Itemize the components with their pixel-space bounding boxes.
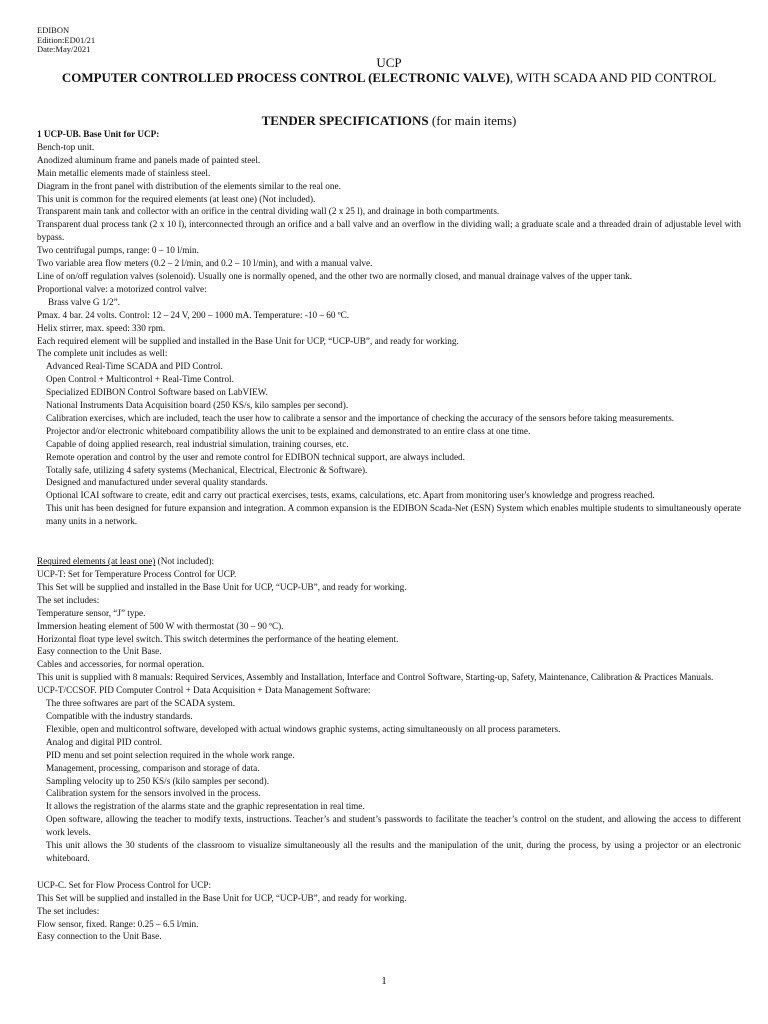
spec-line: UCP-T: Set for Temperature Process Control for UCP. — [37, 569, 237, 579]
spec-line: Temperature sensor, “J” type. — [37, 607, 146, 618]
spec-line: This Set will be supplied and installed in the Base Unit for UCP, “UCP-UB”, and ready for working. — [37, 581, 407, 592]
include-item: Remote operation and control by the user and remote control for EDIBON technical support, are always included. — [46, 451, 465, 462]
spec-line: Cables and accessories, for normal operation. — [37, 659, 205, 670]
spec-line: Pmax. 4 bar. 24 volts. Control: 12 – 24 V, 200 – 1000 mA. Temperature: -10 – 60 ºC. — [37, 309, 350, 320]
document-header — [37, 26, 95, 55]
company-name: EDIBON — [37, 25, 70, 35]
spec-line: The set includes: — [37, 905, 100, 916]
include-item: Totally safe, utilizing 4 safety systems (Mechanical, Electrical, Electronic & Software). — [46, 464, 368, 475]
title-block — [37, 55, 741, 85]
spacer — [37, 528, 741, 555]
include-item: Designed and manufactured under several quality standards. — [46, 477, 268, 488]
software-item: Calibration system for the sensors involved in the process. — [46, 788, 261, 799]
include-item: Specialized EDIBON Control Software based on LabVIEW. — [46, 387, 268, 398]
section-heading-text: 1 UCP-UB. Base Unit for UCP: — [37, 129, 160, 139]
required-heading-underlined: Required elements (at least one) — [37, 556, 156, 567]
spec-line: UCP-T/CCSOF. PID Computer Control + Data Acquisition + Data Management Software: — [37, 685, 371, 696]
include-item: Advanced Real-Time SCADA and PID Control. — [46, 361, 223, 372]
product-code: UCP — [376, 55, 402, 70]
spec-line: This Set will be supplied and installed in the Base Unit for UCP, “UCP-UB”, and ready for working. — [37, 892, 407, 903]
spec-line: Bench-top unit. — [37, 141, 95, 152]
section-heading — [37, 128, 741, 141]
software-item: Sampling velocity up to 250 KS/s (kilo samples per second). — [46, 775, 270, 786]
spec-line: The set includes: — [37, 594, 100, 605]
include-item: Projector and/or electronic whiteboard compatibility allows the unit to be explained and demonstrated to an entire class at one time. — [46, 425, 531, 436]
date-label: Date:May/2021 — [37, 44, 91, 54]
software-item: Compatible with the industry standards. — [46, 710, 193, 721]
spec-line: Transparent dual process tank (2 x 10 l), interconnected through an orifice and a ball valve and an overflow in the dividing wall; a graduate scale and a threaded drain of adjustable level with bypass. — [37, 219, 741, 243]
spec-subline: Brass valve G 1/2”. — [48, 296, 120, 307]
include-item: Calibration exercises, which are included, teach the user how to calibrate a sensor and the importance of checking the accuracy of the sensors before taking measurements. — [46, 412, 675, 423]
include-item: Capable of doing applied research, real industrial simulation, training courses, etc. — [46, 438, 349, 449]
spec-line: Helix stirrer, max. speed: 330 rpm. — [37, 322, 166, 333]
document-body — [37, 128, 741, 943]
spec-line: The complete unit includes as well: — [37, 348, 168, 359]
software-item: Flexible, open and multicontrol software, developed with actual windows graphic systems, acting simultaneously on all process parameters. — [46, 723, 561, 734]
product-title-bold: COMPUTER CONTROLLED PROCESS CONTROL (ELECTRONIC VALVE) — [61, 70, 510, 85]
spec-line: Transparent main tank and collector with an orifice in the central dividing wall (2 x 25 l), and drainage in both compartments. — [37, 206, 500, 217]
spec-line: Each required element will be supplied and installed in the Base Unit for UCP, “UCP-UB”, and ready for working. — [37, 335, 459, 346]
spec-line: Horizontal float type level switch. This switch determines the performance of the heating element. — [37, 633, 399, 644]
spec-line: Main metallic elements made of stainless steel. — [37, 167, 211, 178]
spec-line: Anodized aluminum frame and panels made of painted steel. — [37, 154, 261, 165]
tender-heading — [37, 113, 741, 128]
spec-line: Proportional valve: a motorized control valve: — [37, 283, 207, 294]
include-item: Open Control + Multicontrol + Real-Time Control. — [46, 374, 234, 385]
spec-line: Two centrifugal pumps, range: 0 – 10 l/min. — [37, 245, 199, 256]
spec-line: Easy connection to the Unit Base. — [37, 931, 162, 942]
edition-label: Edition:ED01/21 — [37, 34, 96, 45]
spec-line: Line of on/off regulation valves (solenoid). Usually one is normally opened, and the other two are normally closed, and manual drainage valves of the upper tank. — [37, 270, 633, 281]
product-title-rest: , WITH SCADA AND PID CONTROL — [509, 70, 717, 85]
software-item: Analog and digital PID control. — [46, 736, 163, 747]
software-item: Management, processing, comparison and storage of data. — [46, 762, 260, 773]
software-item: It allows the registration of the alarms state and the graphic representation in real time. — [46, 801, 365, 812]
required-heading — [37, 555, 741, 568]
spec-line: UCP-C. Set for Flow Process Control for UCP: — [37, 879, 212, 890]
tender-heading-rest: (for main items) — [428, 113, 517, 128]
include-item: Optional ICAI software to create, edit and carry out practical exercises, tests, exams, calculations, etc. Apart from monitoring user's knowledge and progress reached. — [46, 490, 655, 501]
include-item: This unit has been designed for future expansion and integration. A common expansion is the EDIBON Scada-Net (ESN) System which enables multiple students to simultaneously operate many units in a network. — [46, 503, 741, 527]
software-item: The three softwares are part of the SCADA system. — [46, 698, 236, 709]
required-heading-rest: (Not included): — [155, 556, 215, 567]
product-title — [37, 70, 741, 85]
tender-heading-bold: TENDER SPECIFICATIONS — [261, 113, 429, 128]
software-item: This unit allows the 30 students of the classroom to visualize simultaneously all the results and the manipulation of the unit, during the process, by using a projector or an electronic whiteboard. — [46, 840, 741, 863]
spec-line: This unit is supplied with 8 manuals: Required Services, Assembly and Installation, Interface and Control Software, Starting-up, Safety, Maintenance, Calibration & Practices Manuals. — [37, 672, 714, 683]
software-item: Open software, allowing the teacher to modify texts, instructions. Teacher’s and student’s passwords to facilitate the teacher’s control on the student, and allowing the access to different work levels. — [46, 814, 741, 838]
page-number: 1 — [381, 975, 387, 987]
spec-line: Flow sensor, fixed. Range: 0.25 – 6.5 l/min. — [37, 918, 199, 929]
spec-line: Easy connection to the Unit Base. — [37, 646, 162, 657]
spec-line: Immersion heating element of 500 W with thermostat (30 – 90 ºC). — [37, 620, 284, 631]
spec-line: Two variable area flow meters (0.2 – 2 l/min, and 0.2 – 10 l/min), and with a manual valve. — [37, 258, 373, 269]
include-item: National Instruments Data Acquisition board (250 KS/s, kilo samples per second). — [46, 400, 349, 411]
spacer — [37, 865, 741, 879]
spec-line: Diagram in the front panel with distribution of the elements similar to the real one. — [37, 180, 341, 191]
spec-line: This unit is common for the required elements (at least one) (Not included). — [37, 193, 316, 204]
software-item: PID menu and set point selection required in the whole work range. — [46, 749, 295, 760]
